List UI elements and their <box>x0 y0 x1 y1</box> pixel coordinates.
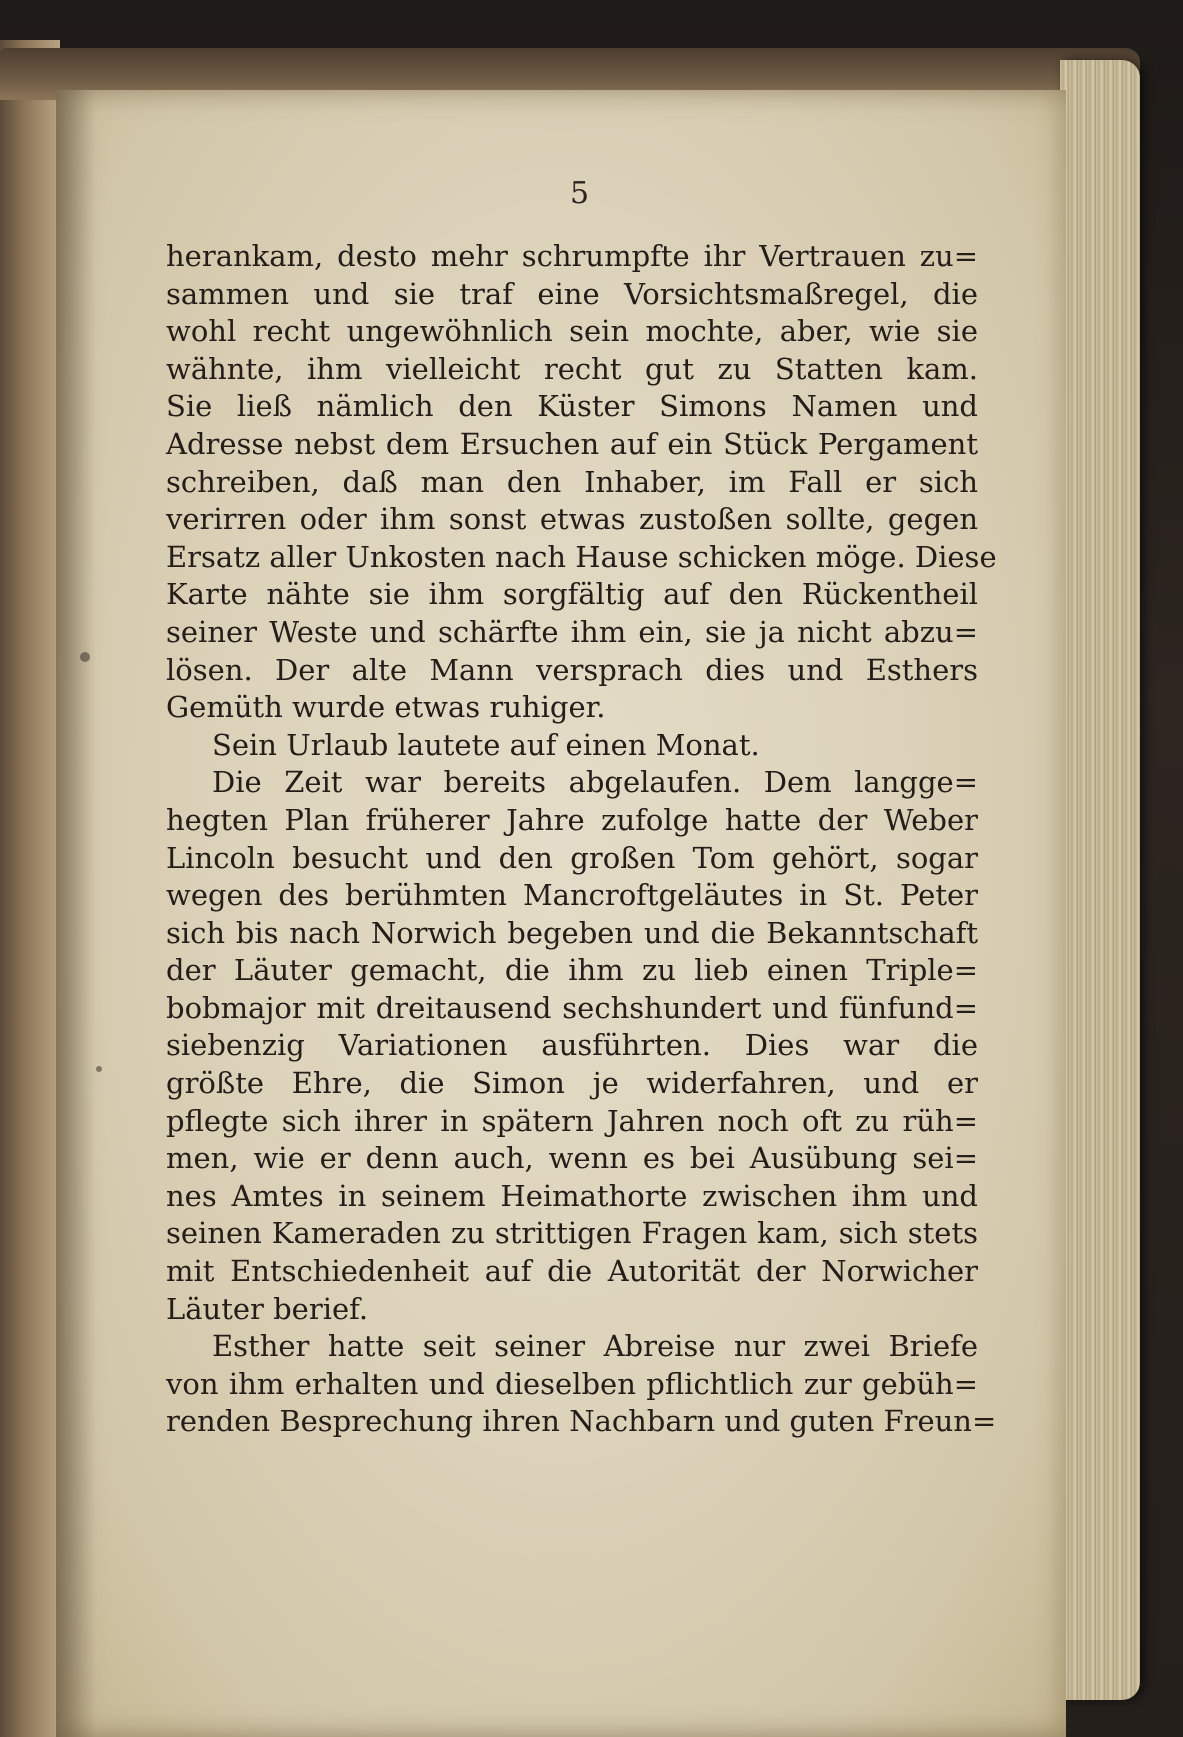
margin-mark <box>96 1066 102 1072</box>
margin-mark <box>80 652 90 662</box>
text-line: Lincoln besucht und den großen Tom gehört, sogar <box>166 840 978 875</box>
text-line: sich bis nach Norwich begeben und die Bekanntschaft <box>166 915 978 950</box>
text-line: Karte nähte sie ihm sorgfältig auf den Rückentheil <box>166 577 978 612</box>
text-line: wegen des berühmten Mancroftgeläutes in St. Peter <box>166 878 978 913</box>
text-line: sammen und sie traf eine Vorsichtsmaßregel, die <box>166 276 978 311</box>
text-line: bobmajor mit dreitausend sechshundert und fünfund= <box>166 990 978 1025</box>
book-spine-edge <box>0 40 60 1737</box>
text-line: wohl recht ungewöhnlich sein mochte, aber, wie sie <box>166 314 978 349</box>
text-line: Esther hatte seit seiner Abreise nur zwei Briefe <box>212 1329 978 1364</box>
text-line: schreiben, daß man den Inhaber, im Fall er sich <box>166 464 978 499</box>
text-line: größte Ehre, die Simon je widerfahren, und er <box>166 1066 978 1101</box>
text-line: der Läuter gemacht, die ihm zu lieb einen Triple= <box>166 953 978 988</box>
body-text <box>166 238 997 1441</box>
text-line: verirren oder ihm sonst etwas zustoßen sollte, gegen <box>166 502 978 537</box>
text-line: siebenzig Variationen ausführten. Dies war die <box>166 1028 978 1063</box>
page-number: 5 <box>569 176 590 211</box>
text-line: von ihm erhalten und dieselben pflichtlich zur gebüh= <box>166 1366 978 1401</box>
text-line: herankam, desto mehr schrumpfte ihr Vertrauen zu= <box>166 239 978 273</box>
text-line: Sein Urlaub lautete auf einen Monat. <box>212 727 760 762</box>
text-line: Ersatz aller Unkosten nach Hause schicken möge. Diese <box>166 539 997 574</box>
text-line: hegten Plan früherer Jahre zufolge hatte der Weber <box>166 802 978 837</box>
text-line: seiner Weste und schärfte ihm ein, sie ja nicht abzu= <box>166 614 978 649</box>
text-line: nes Amtes in seinem Heimathorte zwischen ihm und <box>166 1178 978 1213</box>
text-line: men, wie er denn auch, wenn es bei Ausübung sei= <box>166 1141 978 1176</box>
text-line: Sie ließ nämlich den Küster Simons Namen und <box>166 389 978 424</box>
text-line: Gemüth wurde etwas ruhiger. <box>166 690 606 725</box>
text-line: mit Entschiedenheit auf die Autorität der Norwicher <box>166 1254 978 1289</box>
page-stack-edge <box>1060 60 1140 1700</box>
text-line: lösen. Der alte Mann versprach dies und Esthers <box>166 652 978 687</box>
text-line: wähnte, ihm vielleicht recht gut zu Statten kam. <box>166 351 978 386</box>
text-line: Die Zeit war bereits abgelaufen. Dem langge= <box>212 765 978 800</box>
text-line: renden Besprechung ihren Nachbarn und guten Freun= <box>166 1404 997 1439</box>
text-line: pflegte sich ihrer in spätern Jahren noch oft zu rüh= <box>166 1103 978 1138</box>
gutter-shadow <box>56 90 96 1737</box>
text-line: seinen Kameraden zu strittigen Fragen kam, sich stets <box>166 1216 978 1251</box>
text-line: Adresse nebst dem Ersuchen auf ein Stück Pergament <box>166 426 978 461</box>
text-line: Läuter berief. <box>166 1291 369 1326</box>
